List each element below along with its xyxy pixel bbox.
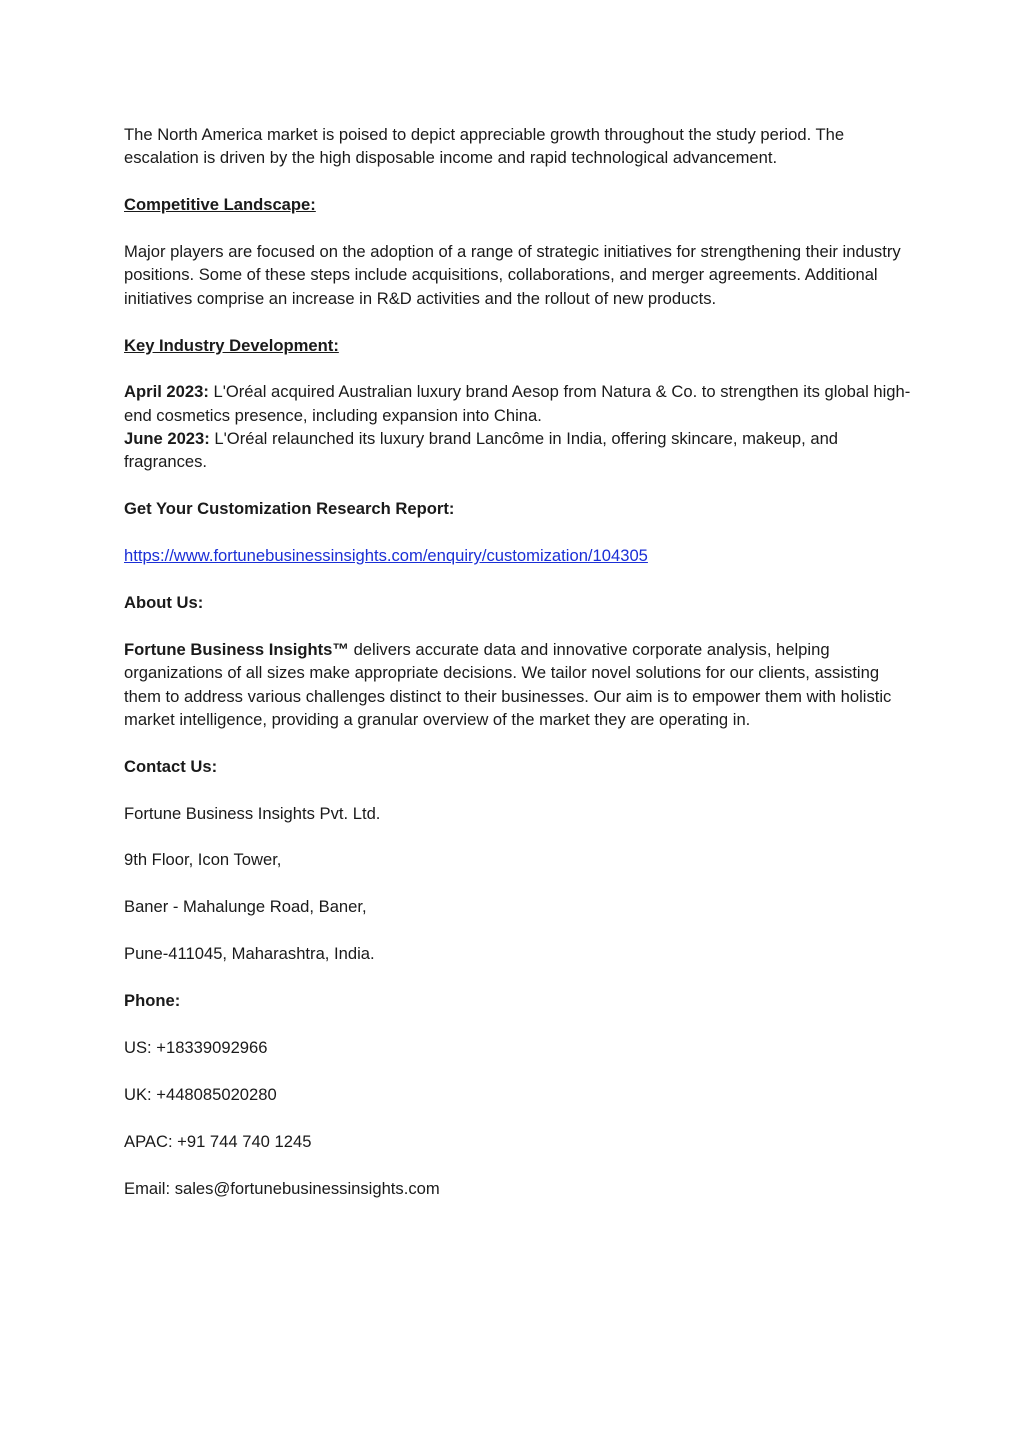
contact-address-line1: 9th Floor, Icon Tower, (124, 850, 282, 870)
development-item (124, 380, 914, 427)
about-brand-name: Fortune Business Insights™ (124, 639, 349, 659)
development-date: April 2023: (124, 382, 209, 402)
customization-link-paragraph (124, 544, 914, 567)
development-text: L'Oréal acquired Australian luxury brand Aesop from Natura & Co. to strengthen its global high-end cosmetics presence, including expansion into China. (124, 382, 911, 425)
contact-us-heading: Contact Us: (124, 756, 218, 776)
development-date: June 2023: (124, 429, 210, 449)
contact-company: Fortune Business Insights Pvt. Ltd. (124, 803, 381, 823)
key-industry-development-heading: Key Industry Development: (124, 335, 339, 355)
customization-link[interactable]: https://www.fortunebusinessinsights.com/enquiry/customization/104305 (124, 546, 648, 566)
contact-email: Email: sales@fortunebusinessinsights.com (124, 1178, 440, 1198)
customization-heading: Get Your Customization Research Report: (124, 499, 455, 519)
contact-address-line3: Pune-411045, Maharashtra, India. (124, 944, 375, 964)
development-list (124, 380, 914, 473)
competitive-landscape-heading: Competitive Landscape: (124, 195, 316, 215)
phone-uk: UK: +448085020280 (124, 1084, 277, 1104)
phone-apac: APAC: +91 744 740 1245 (124, 1131, 312, 1151)
about-us-paragraph (124, 638, 914, 731)
about-us-heading: About Us: (124, 593, 204, 613)
phone-heading: Phone: (124, 991, 181, 1011)
contact-address-line2: Baner - Mahalunge Road, Baner, (124, 897, 367, 917)
about-text: delivers accurate data and innovative corporate analysis, helping organizations of all sizes make appropriate decisions. We tailor novel solutions for our clients, assisting them to address various challenges distinct to their businesses. Our aim is to empower them with holistic market intelligence, providing a granular overview of the market they are operating in. (124, 639, 892, 729)
development-item (124, 427, 914, 474)
development-text: L'Oréal relaunched its luxury brand Lancôme in India, offering skincare, makeup, and fragrances. (124, 429, 839, 472)
competitive-landscape-paragraph: Major players are focused on the adoption of a range of strategic initiatives for strengthening their industry positions. Some of these steps include acquisitions, collaborations, and merger agreements. Additional initiatives comprise an increase in R&D activities and the rollout of new products. (124, 242, 901, 308)
phone-us: US: +18339092966 (124, 1038, 268, 1058)
document-page (124, 123, 914, 1224)
intro-paragraph: The North America market is poised to depict appreciable growth throughout the study period. The escalation is driven by the high disposable income and rapid technological advancement. (124, 125, 845, 168)
